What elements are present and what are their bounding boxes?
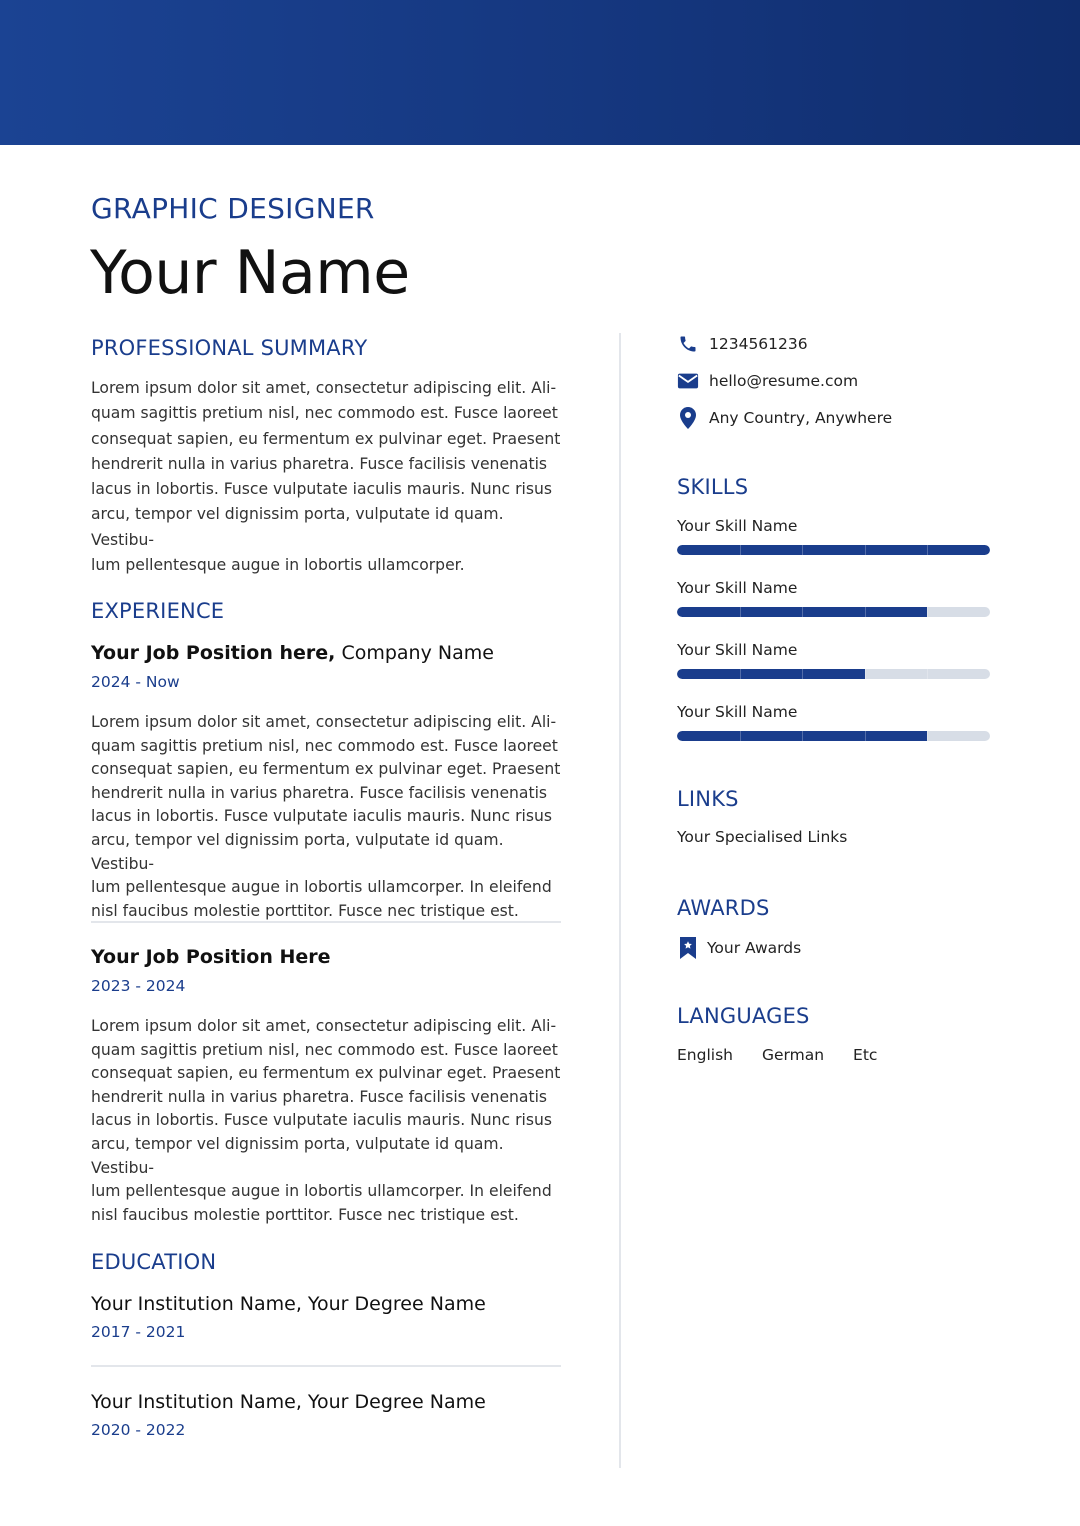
job-2-line: arcu, tempor vel dignissim porta, vulputate id quam. Vestibu-	[91, 1134, 504, 1177]
summary-line: quam sagittis pretium nisl, nec commodo est. Fusce laoreet	[91, 404, 558, 423]
job-1-line: hendrerit nulla in varius pharetra. Fusce facilisis venenatis	[91, 783, 548, 802]
phone-icon	[677, 333, 699, 355]
job-1-company: Company Name	[335, 642, 494, 664]
skill-bar-segment	[802, 669, 803, 679]
skill-bar-segment	[927, 607, 928, 617]
education-heading: EDUCATION	[91, 1250, 217, 1274]
summary-heading: PROFESSIONAL SUMMARY	[91, 336, 368, 360]
skill-bar-segment	[865, 607, 866, 617]
job-1-title	[91, 642, 494, 664]
job-1-line: lum pellentesque augue in lobortis ullamcorper. In eleifend	[91, 878, 552, 897]
skill-3-bar	[677, 669, 990, 679]
education-separator	[91, 1365, 561, 1367]
summary-line: Lorem ipsum dolor sit amet, consectetur adipiscing elit. Ali-	[91, 379, 557, 397]
job-1-line: lacus in lobortis. Fusce vulputate iaculis mauris. Nunc risus	[91, 807, 552, 826]
skill-1-bar	[677, 545, 990, 555]
experience-separator	[91, 921, 561, 923]
skill-4-label: Your Skill Name	[677, 703, 798, 721]
links-heading: LINKS	[677, 787, 739, 811]
email-address[interactable]: hello@resume.com	[709, 372, 859, 390]
skill-bar-segment	[740, 669, 741, 679]
skills-heading: SKILLS	[677, 475, 749, 499]
skill-4-bar	[677, 731, 990, 741]
education-1-dates: 2017 - 2021	[91, 1323, 186, 1341]
summary-line: lacus in lobortis. Fusce vulputate iaculis mauris. Nunc risus	[91, 480, 552, 499]
job-title: GRAPHIC DESIGNER	[91, 192, 375, 225]
skill-bar-segment	[927, 545, 928, 555]
education-2-title: Your Institution Name, Your Degree Name	[91, 1391, 486, 1413]
job-2-line: consequat sapien, eu fermentum ex pulvinar eget. Praesent	[91, 1064, 561, 1083]
job-1-line: consequat sapien, eu fermentum ex pulvinar eget. Praesent	[91, 760, 561, 779]
location-text: Any Country, Anywhere	[709, 409, 893, 427]
job-1-position: Your Job Position here,	[91, 642, 336, 664]
phone-number[interactable]: 1234561236	[709, 335, 808, 353]
award-bookmark-icon	[677, 937, 699, 959]
candidate-name: Your Name	[90, 238, 410, 308]
email-icon	[677, 370, 699, 392]
column-divider	[619, 333, 621, 1468]
contact-phone	[677, 333, 808, 355]
skill-2-bar	[677, 607, 990, 617]
job-2-line: hendrerit nulla in varius pharetra. Fusce facilisis venenatis	[91, 1087, 548, 1106]
skill-bar-segment	[802, 545, 803, 555]
education-2-dates: 2020 - 2022	[91, 1421, 186, 1439]
job-2-description	[91, 1015, 561, 1227]
skill-bar-segment	[865, 545, 866, 555]
experience-heading: EXPERIENCE	[91, 599, 225, 623]
skill-bar-segment	[927, 669, 928, 679]
skill-bar-fill	[677, 669, 865, 679]
summary-line: hendrerit nulla in varius pharetra. Fusce facilisis venenatis	[91, 454, 548, 473]
job-1-dates: 2024 - Now	[91, 673, 180, 691]
skill-2-label: Your Skill Name	[677, 579, 798, 597]
summary-line: lum pellentesque augue in lobortis ullamcorper.	[91, 556, 465, 575]
skill-bar-fill	[677, 545, 990, 555]
job-1-line: Lorem ipsum dolor sit amet, consectetur adipiscing elit. Ali-	[91, 713, 557, 731]
location-pin-icon	[677, 407, 699, 429]
skill-3-label: Your Skill Name	[677, 641, 798, 659]
contact-location	[677, 407, 892, 429]
job-2-line: lacus in lobortis. Fusce vulputate iaculis mauris. Nunc risus	[91, 1111, 552, 1130]
skill-bar-segment	[740, 545, 741, 555]
skill-bar-segment	[740, 607, 741, 617]
job-1-line: quam sagittis pretium nisl, nec commodo est. Fusce laoreet	[91, 736, 558, 755]
awards-heading: AWARDS	[677, 896, 770, 920]
language-item: German	[761, 1046, 825, 1064]
skill-bar-segment	[802, 731, 803, 741]
skill-bar-segment	[927, 731, 928, 741]
award-text: Your Awards	[707, 939, 802, 957]
skill-bar-segment	[865, 669, 866, 679]
languages-list	[677, 1046, 877, 1064]
languages-heading: LANGUAGES	[677, 1004, 810, 1028]
summary-line: consequat sapien, eu fermentum ex pulvinar eget. Praesent	[91, 429, 561, 448]
language-item: Etc	[853, 1046, 878, 1064]
job-2-line: lum pellentesque augue in lobortis ullamcorper. In eleifend	[91, 1182, 552, 1201]
job-2-line: quam sagittis pretium nisl, nec commodo est. Fusce laoreet	[91, 1040, 558, 1059]
job-1-line: nisl faucibus molestie porttitor. Fusce nec tristique est.	[91, 901, 519, 920]
job-2-line: nisl faucibus molestie porttitor. Fusce nec tristique est.	[91, 1205, 519, 1224]
award-item	[677, 937, 801, 959]
summary-line: arcu, tempor vel dignissim porta, vulputate id quam. Vestibu-	[91, 505, 504, 549]
skill-bar-segment	[802, 607, 803, 617]
job-2-position: Your Job Position Here	[91, 946, 331, 968]
skill-bar-segment	[740, 731, 741, 741]
skill-1-label: Your Skill Name	[677, 517, 798, 535]
job-1-line: arcu, tempor vel dignissim porta, vulputate id quam. Vestibu-	[91, 830, 504, 873]
language-item: English	[677, 1046, 733, 1064]
education-1-title: Your Institution Name, Your Degree Name	[91, 1293, 486, 1315]
summary-text	[91, 376, 561, 578]
job-2-line: Lorem ipsum dolor sit amet, consectetur adipiscing elit. Ali-	[91, 1017, 557, 1035]
job-2-dates: 2023 - 2024	[91, 977, 186, 995]
skill-bar-segment	[865, 731, 866, 741]
contact-email	[677, 370, 858, 392]
job-1-description	[91, 711, 561, 923]
header-banner	[0, 0, 1080, 145]
job-2-title	[91, 946, 331, 968]
links-text[interactable]: Your Specialised Links	[677, 828, 848, 846]
